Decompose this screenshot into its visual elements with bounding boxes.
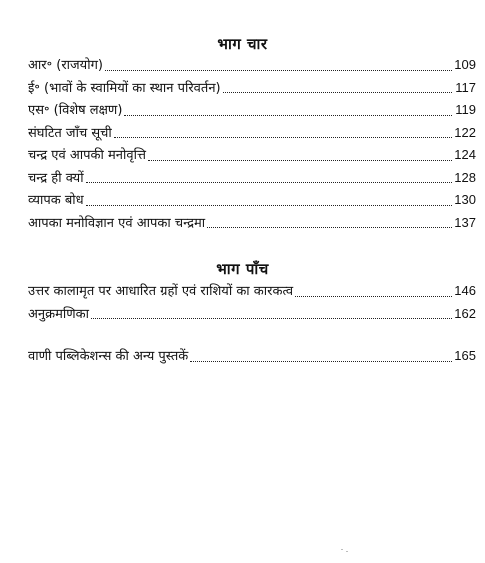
dot-leader: [148, 160, 452, 161]
toc-entry: [28, 123, 476, 146]
toc-entry: [28, 346, 476, 369]
dot-leader: [91, 318, 452, 319]
toc-entry-page-number: 162: [454, 305, 476, 321]
toc-entry: [28, 55, 476, 78]
toc-list-part-four: [28, 55, 476, 235]
toc-entry-title: चन्द्र ही क्यों: [28, 170, 84, 186]
dot-leader: [114, 137, 452, 138]
dot-leader: [207, 227, 452, 228]
toc-entry-title: एस॰ (विशेष लक्षण): [28, 103, 123, 118]
toc-entry-page-number: 124: [454, 147, 476, 162]
toc-entry-title: वाणी पब्लिकेशन्स की अन्य पुस्तकें: [28, 349, 189, 364]
dot-leader: [105, 70, 452, 71]
section-heading-part-four: भाग चार: [217, 35, 268, 53]
dot-leader: [190, 361, 452, 362]
toc-entry-title: उत्तर कालामृत पर आधारित ग्रहों एवं राशियों का कारकत्व: [28, 284, 294, 299]
scan-speck: [346, 551, 348, 552]
dot-leader: [124, 115, 452, 116]
toc-entry-page-number: 130: [454, 192, 476, 207]
toc-entry-page-number: 117: [455, 79, 476, 95]
toc-entry-page-number: 165: [454, 348, 476, 363]
toc-entry: [28, 78, 476, 101]
section-heading-part-five: भाग पाँच: [216, 260, 269, 278]
toc-entry-title: संघटित जाँच सूची: [28, 125, 112, 141]
toc-entry: [28, 168, 476, 191]
toc-entry: [28, 213, 476, 236]
toc-entry-page-number: 137: [454, 214, 476, 230]
toc-entry-title: चन्द्र एवं आपकी मनोवृत्ति: [28, 148, 146, 163]
toc-entry: [28, 281, 476, 304]
toc-entry-page-number: 128: [454, 169, 476, 185]
dot-leader: [86, 182, 452, 183]
toc-entry-title: अनुक्रमणिका: [28, 306, 90, 322]
toc-entry-title: आपका मनोविज्ञान एवं आपका चन्द्रमा: [28, 215, 206, 231]
toc-entry-page-number: 122: [454, 124, 476, 140]
dot-leader: [295, 296, 452, 297]
toc-entry-page-number: 119: [455, 102, 476, 117]
dot-leader: [86, 205, 452, 206]
toc-entry: [28, 100, 476, 123]
toc-entry: [28, 304, 476, 327]
toc-entry-title: ई॰ (भावों के स्वामियों का स्थान परिवर्तन): [28, 80, 221, 96]
toc-entry: [28, 145, 476, 168]
toc-list-other-books: [28, 346, 476, 369]
toc-entry-page-number: 109: [454, 57, 476, 72]
toc-entry-page-number: 146: [454, 283, 476, 298]
dot-leader: [223, 92, 452, 93]
toc-list-part-five: [28, 281, 476, 326]
toc-entry-title: आर॰ (राजयोग): [28, 58, 103, 73]
scan-speck: [341, 549, 343, 550]
toc-entry: [28, 190, 476, 213]
toc-entry-title: व्यापक बोध: [28, 193, 84, 208]
